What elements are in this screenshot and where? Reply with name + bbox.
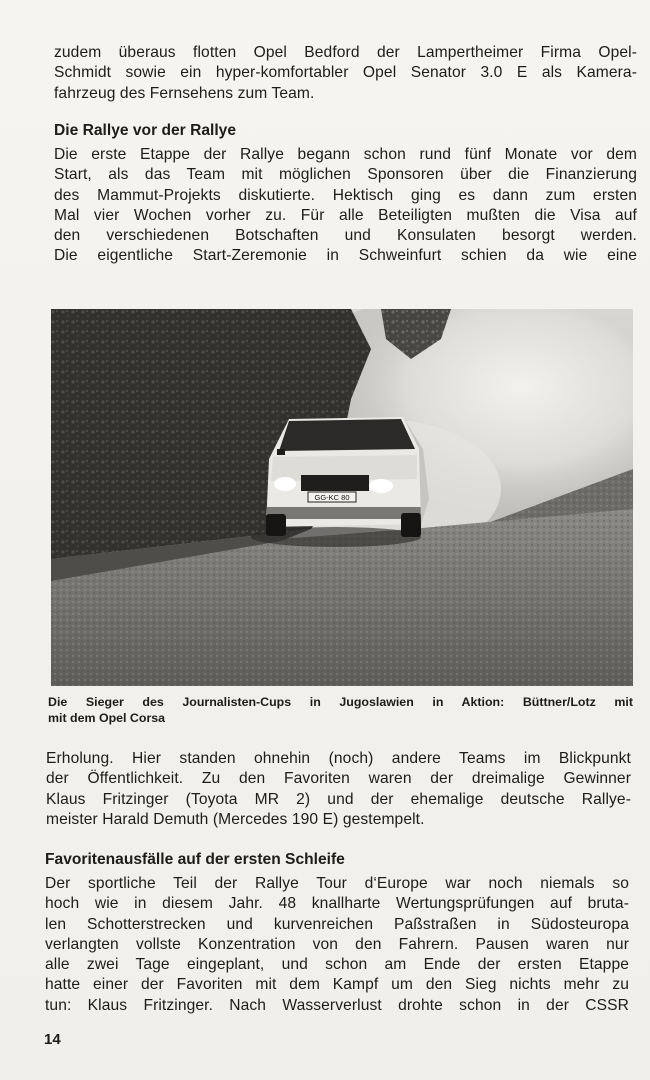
rally-photo xyxy=(51,309,633,686)
text-line: des Mammut-Projekts diskutierte. Hektisch ging es dann zum ersten xyxy=(54,186,637,204)
text-line: hoch wie in diesem Jahr. 48 knallharte Wertungsprüfungen auf bruta- xyxy=(45,895,629,913)
text-line: Die eigentliche Start-Zeremonie in Schweinfurt schien da wie eine xyxy=(54,247,637,265)
text-line: len Schotterstrecken und kurvenreichen Paßstraßen in Südosteuropa xyxy=(45,915,629,933)
section-heading: Die Rallye vor der Rallye xyxy=(54,122,237,139)
text-line: Klaus Fritzinger (Toyota MR 2) und der ehemalige deutsche Rallye- xyxy=(46,790,631,808)
caption-line: Die Sieger des Journalisten-Cups in Jugoslawien in Aktion: Büttner/Lotz mit xyxy=(48,695,633,709)
section-paragraph xyxy=(54,145,637,267)
continuation-paragraph xyxy=(46,749,631,830)
text-line: verlangten vollste Konzentration von den Fahrern. Pausen waren nur xyxy=(45,935,629,953)
license-plate: GG-KC 80 xyxy=(314,493,350,502)
intro-paragraph xyxy=(54,43,637,104)
text-line: Schmidt sowie ein hyper-komfortabler Opel Senator 3.0 E als Kamera- xyxy=(54,64,637,82)
text-line: hatte einer der Favoriten mit dem Kampf um den Sieg nichts mehr zu xyxy=(45,976,629,994)
text-line: tun: Klaus Fritzinger. Nach Wasserverlust drohte schon in der CSSR xyxy=(45,996,629,1014)
text-line: Erholung. Hier standen ohnehin (noch) andere Teams im Blickpunkt xyxy=(46,750,631,767)
text-line: meister Harald Demuth (Mercedes 190 E) gestempelt. xyxy=(46,810,425,828)
text-line: Mal vier Wochen vorher zu. Für alle Beteiligten mußten die Visa auf xyxy=(54,206,637,224)
section-heading: Favoritenausfälle auf der ersten Schleife xyxy=(45,851,345,868)
page-number: 14 xyxy=(44,1031,61,1048)
text-line: Die erste Etappe der Rallye begann schon rund fünf Monate vor dem xyxy=(54,146,637,163)
section-paragraph xyxy=(45,874,629,1016)
text-line: Der sportliche Teil der Rallye Tour d‘Europe war noch niemals so xyxy=(45,875,629,892)
text-line: fahrzeug des Fernsehens zum Team. xyxy=(54,84,315,102)
caption-line: mit dem Opel Corsa xyxy=(48,710,166,725)
text-line: zudem überaus flotten Opel Bedford der Lampertheimer Firma Opel- xyxy=(54,44,637,61)
text-line: alle zwei Tage eingeplant, und schon am Ende der ersten Etappe xyxy=(45,956,629,974)
text-line: der Öffentlichkeit. Zu den Favoriten waren der dreimalige Gewinner xyxy=(46,770,631,788)
text-line: Start, als das Team mit möglichen Sponsoren über die Finanzierung xyxy=(54,166,637,184)
text-line: den verschiedenen Botschaften und Konsulaten besorgt werden. xyxy=(54,227,637,245)
photo-caption xyxy=(48,695,633,726)
